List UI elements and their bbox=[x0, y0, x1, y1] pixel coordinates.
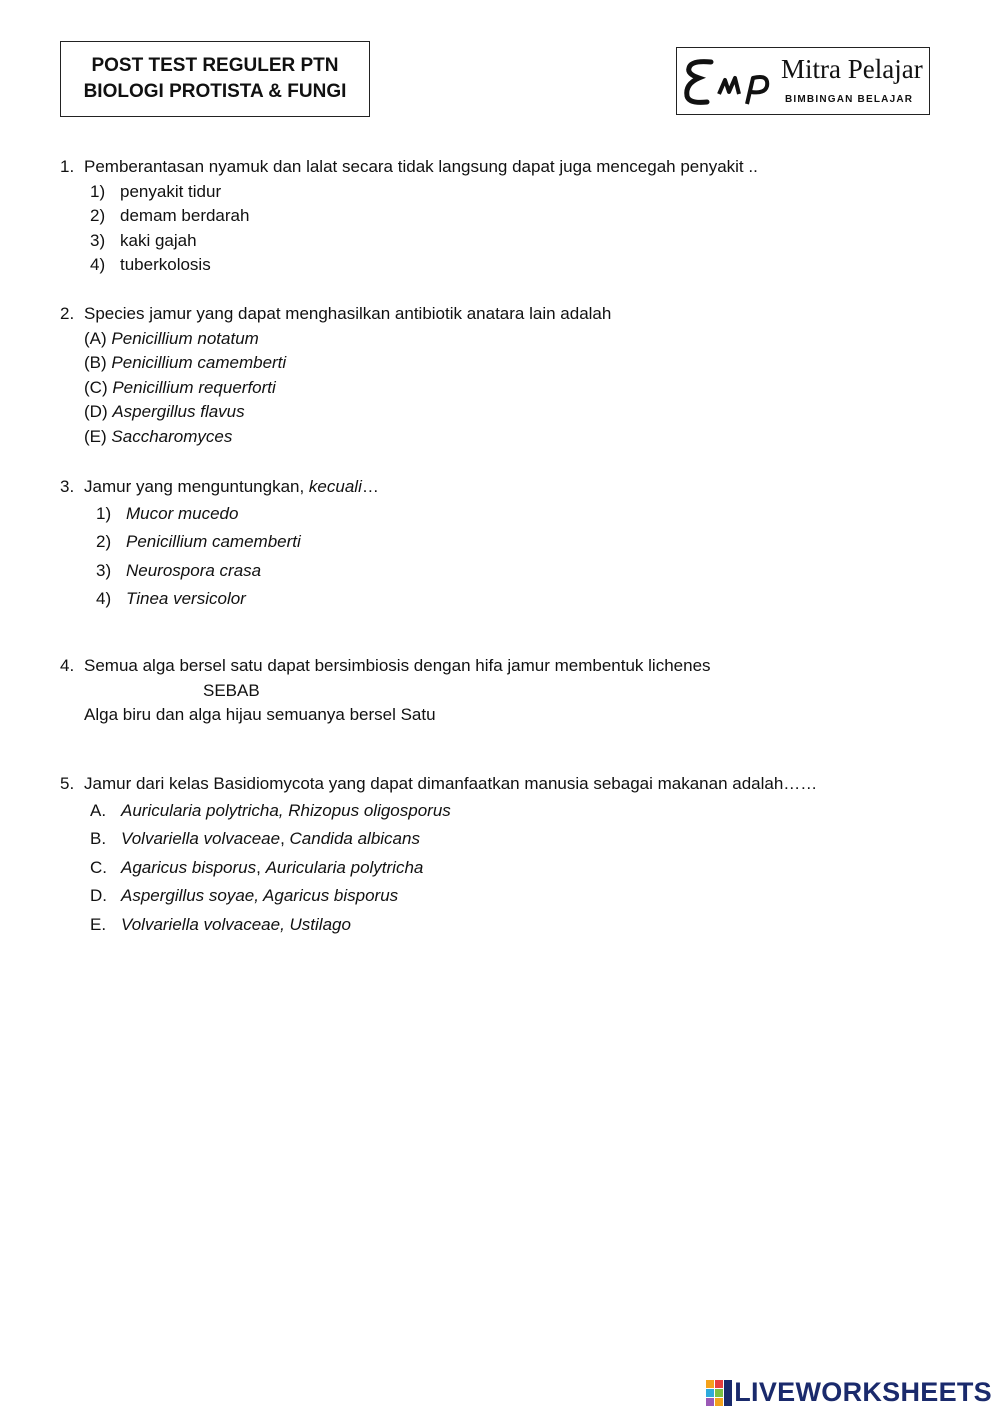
logo bbox=[676, 47, 930, 115]
option-3[interactable] bbox=[90, 229, 788, 254]
question-number: 2. bbox=[60, 304, 75, 323]
question-2 bbox=[60, 302, 611, 449]
question-number: 1. bbox=[60, 157, 75, 176]
question-4 bbox=[60, 654, 711, 728]
option-text: Mucor mucedo bbox=[126, 503, 239, 523]
title-line-1: POST TEST REGULER PTN bbox=[91, 55, 339, 76]
option-label: D. bbox=[90, 886, 107, 905]
option-label: (D) bbox=[84, 402, 108, 421]
option-text: Penicillium requerforti bbox=[112, 377, 276, 397]
option-c[interactable] bbox=[84, 376, 635, 401]
option-label: 2) bbox=[90, 206, 106, 225]
option-text: Volvariella volvaceae bbox=[121, 829, 281, 848]
question-number: 5. bbox=[60, 774, 75, 793]
option-label: E. bbox=[90, 914, 107, 934]
option-text: Saccharomyces bbox=[111, 426, 233, 446]
question-text-emphasis: kecuali bbox=[308, 477, 362, 496]
option-text: Penicillium camemberti bbox=[111, 353, 287, 372]
question-5 bbox=[60, 772, 817, 939]
option-label: 3) bbox=[90, 230, 106, 250]
option-label: 3) bbox=[96, 560, 112, 580]
option-text: Aspergillus soyae, Agaricus bisporus bbox=[121, 886, 399, 905]
question-text: Jamur yang menguntungkan, bbox=[84, 477, 309, 496]
liveworksheets-text: LIVEWORKSHEETS bbox=[734, 1377, 992, 1407]
title-box bbox=[60, 41, 370, 117]
question-text: Species jamur yang dapat menghasilkan antibiotik anatara lain adalah bbox=[84, 304, 612, 323]
option-text: Auricularia polytricha, Rhizopus oligosporus bbox=[121, 800, 451, 820]
option-text: penyakit tidur bbox=[120, 181, 222, 201]
option-label: C. bbox=[90, 857, 107, 877]
option-label: 1) bbox=[96, 503, 112, 523]
option-4[interactable] bbox=[96, 585, 415, 614]
option-label: A. bbox=[90, 800, 107, 820]
option-separator: , bbox=[256, 857, 266, 877]
question-text: Jamur dari kelas Basidiomycota yang dapat dimanfaatkan manusia sebagai makanan adalah…… bbox=[84, 774, 818, 793]
option-text: demam berdarah bbox=[120, 206, 250, 225]
option-d[interactable] bbox=[84, 400, 635, 425]
option-c[interactable] bbox=[90, 854, 847, 883]
question-reason: Alga biru dan alga hijau semuanya bersel Satu bbox=[84, 705, 436, 724]
question-number: 3. bbox=[60, 477, 75, 496]
option-b[interactable] bbox=[84, 351, 635, 376]
option-text: Auricularia polytricha bbox=[265, 857, 424, 877]
option-e[interactable] bbox=[84, 425, 635, 450]
option-label: 4) bbox=[90, 255, 106, 274]
logo-name: Mitra Pelajar bbox=[781, 54, 923, 84]
option-text: Neurospora crasa bbox=[126, 560, 262, 580]
option-label: (C) bbox=[84, 377, 108, 397]
option-text: Tinea versicolor bbox=[126, 589, 246, 608]
liveworksheets-logo-icon bbox=[706, 1380, 732, 1406]
title-line-2: BIOLOGI PROTISTA & FUNGI bbox=[83, 81, 347, 102]
question-text-end: … bbox=[361, 477, 379, 496]
option-b[interactable] bbox=[90, 825, 847, 854]
question-1 bbox=[60, 155, 758, 278]
logo-subtitle: BIMBINGAN BELAJAR bbox=[785, 94, 914, 105]
option-label: 4) bbox=[96, 589, 112, 608]
option-text: Aspergillus flavus bbox=[112, 402, 245, 421]
option-e[interactable] bbox=[90, 911, 847, 940]
question-statement: Semua alga bersel satu dapat bersimbiosis dengan hifa jamur membentuk lichenes bbox=[84, 656, 711, 675]
option-separator: , bbox=[280, 829, 290, 848]
option-1[interactable] bbox=[96, 500, 415, 529]
option-text: kaki gajah bbox=[120, 230, 197, 250]
option-1[interactable] bbox=[90, 180, 788, 205]
question-connector: SEBAB bbox=[203, 680, 260, 700]
option-d[interactable] bbox=[90, 882, 847, 911]
option-label: 1) bbox=[90, 181, 106, 201]
option-text: Penicillium notatum bbox=[111, 328, 259, 348]
question-3 bbox=[60, 475, 379, 614]
option-text: Penicillium camemberti bbox=[126, 532, 301, 551]
liveworksheets-brand[interactable] bbox=[706, 1377, 992, 1408]
option-text: Volvariella volvaceae, Ustilago bbox=[121, 914, 351, 934]
option-label: 2) bbox=[96, 532, 112, 551]
option-text: Agaricus bisporus bbox=[121, 857, 257, 877]
question-number: 4. bbox=[60, 656, 75, 675]
option-label: B. bbox=[90, 829, 107, 848]
option-3[interactable] bbox=[96, 557, 415, 586]
option-label: (A) bbox=[84, 328, 107, 348]
option-a[interactable] bbox=[90, 797, 847, 826]
question-text: Pemberantasan nyamuk dan lalat secara tidak langsung dapat juga mencegah penyakit .. bbox=[84, 157, 758, 176]
emp-logo-icon bbox=[681, 54, 781, 110]
option-text: Candida albicans bbox=[289, 829, 420, 848]
option-a[interactable] bbox=[84, 327, 635, 352]
option-2[interactable] bbox=[96, 528, 415, 557]
option-label: (B) bbox=[84, 353, 107, 372]
option-text: tuberkolosis bbox=[120, 255, 211, 274]
option-label: (E) bbox=[84, 426, 107, 446]
option-4[interactable] bbox=[90, 253, 788, 278]
option-2[interactable] bbox=[90, 204, 788, 229]
